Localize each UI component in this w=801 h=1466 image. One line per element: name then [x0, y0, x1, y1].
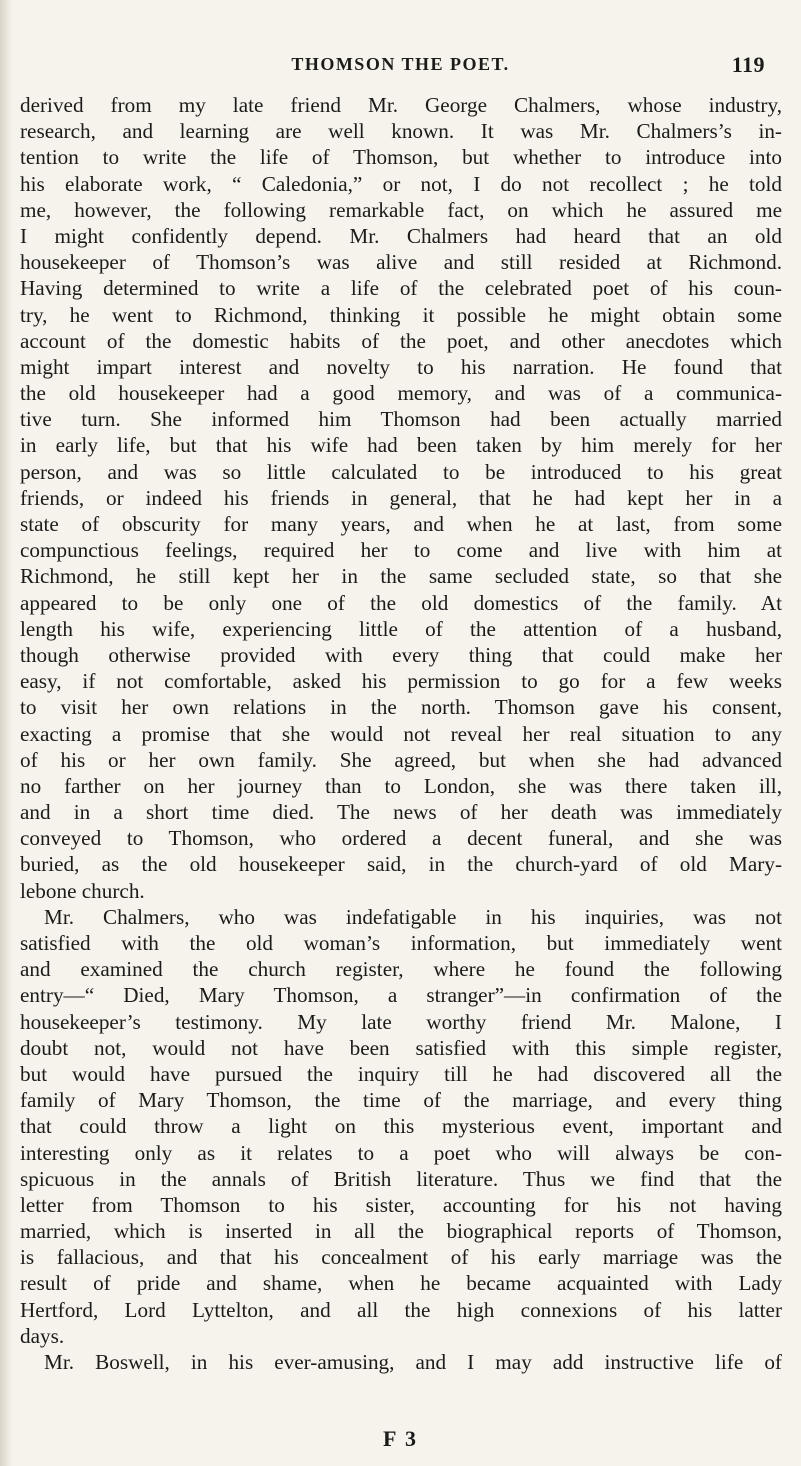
text-line: easy, if not comfortable, asked his permission to go for a few weeks	[20, 669, 782, 694]
text-line: Having determined to write a life of the celebrated poet of his coun-	[20, 276, 782, 301]
text-line: person, and was so little calculated to be introduced to his great	[20, 459, 782, 484]
text-line: Hertford, Lord Lyttelton, and all the high connexions of his latter	[20, 1297, 782, 1322]
text-line: appeared to be only one of the old domestics of the family. At	[20, 590, 782, 615]
text-line: conveyed to Thomson, who ordered a decent funeral, and she was	[20, 826, 782, 851]
page-gutter-shadow	[0, 0, 12, 1466]
text-line: but would have pursued the inquiry till he had discovered all the	[20, 1061, 782, 1086]
text-line: family of Mary Thomson, the time of the marriage, and every thing	[20, 1088, 782, 1113]
text-line: though otherwise provided with every thing that could make her	[20, 642, 782, 667]
text-line: letter from Thomson to his sister, accounting for his not having	[20, 1192, 782, 1217]
text-line: length his wife, experiencing little of the attention of a husband,	[20, 616, 782, 641]
text-line: research, and learning are well known. It was Mr. Chalmers’s in-	[20, 119, 782, 144]
text-line: buried, as the old housekeeper said, in the church-yard of old Mary-	[20, 852, 782, 877]
running-head: THOMSON THE POET.	[291, 54, 510, 74]
printer-signature-mark: F 3	[382, 1426, 419, 1451]
text-line: housekeeper’s testimony. My late worthy friend Mr. Malone, I	[20, 1009, 782, 1034]
body-text	[20, 92, 782, 1375]
page-number: 119	[731, 52, 765, 77]
text-line: that could throw a light on this mysterious event, important and	[20, 1114, 782, 1139]
text-line: entry—“ Died, Mary Thomson, a stranger”—in confirmation of the	[20, 983, 782, 1008]
text-line: satisfied with the old woman’s information, but immediately went	[20, 931, 782, 955]
text-line-paragraph-start: Mr. Chalmers, who was indefatigable in his inquiries, was not	[44, 904, 782, 929]
text-line: interesting only as it relates to a poet who will always be con-	[20, 1140, 782, 1165]
text-line: and examined the church register, where he found the following	[20, 957, 782, 982]
text-line: tention to write the life of Thomson, but whether to introduce into	[20, 145, 782, 170]
text-line-paragraph-end: lebone church.	[20, 878, 145, 903]
text-line: doubt not, would not have been satisfied with this simple register,	[20, 1035, 782, 1060]
text-line: might impart interest and novelty to his narration. He found that	[20, 354, 782, 379]
text-line: in early life, but that his wife had been taken by him merely for her	[20, 433, 782, 458]
text-line: try, he went to Richmond, thinking it possible he might obtain some	[20, 302, 782, 327]
text-line: exacting a promise that she would not reveal her real situation to any	[20, 721, 782, 746]
text-line: me, however, the following remarkable fact, on which he assured me	[20, 197, 782, 222]
text-line: married, which is inserted in all the biographical reports of Thomson,	[20, 1219, 782, 1244]
text-line: housekeeper of Thomson’s was alive and still resided at Richmond.	[20, 250, 782, 275]
text-line: Richmond, he still kept her in the same secluded state, so that she	[20, 564, 782, 589]
text-line: and in a short time died. The news of her death was immediately	[20, 800, 782, 825]
text-line-paragraph-start: Mr. Boswell, in his ever-amusing, and I may add instructive life of	[44, 1350, 782, 1374]
text-line: friends, or indeed his friends in general, that he had kept her in a	[20, 485, 782, 510]
text-line: of his or her own family. She agreed, but when she had advanced	[20, 747, 782, 772]
text-line-paragraph-end: days.	[20, 1323, 65, 1348]
text-line: I might confidently depend. Mr. Chalmers had heard that an old	[20, 223, 782, 248]
text-line: the old housekeeper had a good memory, and was of a communica-	[20, 381, 782, 406]
text-line: spicuous in the annals of British literature. Thus we find that the	[20, 1166, 782, 1191]
text-line: tive turn. She informed him Thomson had been actually married	[20, 407, 782, 432]
text-line: compunctious feelings, required her to come and live with him at	[20, 538, 782, 563]
page-header	[0, 54, 801, 84]
text-line: no farther on her journey than to London, she was there taken ill,	[20, 773, 782, 798]
text-line: account of the domestic habits of the poet, and other anecdotes which	[20, 328, 782, 353]
text-line: derived from my late friend Mr. George Chalmers, whose industry,	[20, 93, 782, 117]
text-line: result of pride and shame, when he became acquainted with Lady	[20, 1271, 782, 1296]
text-line: is fallacious, and that his concealment of his early marriage was the	[20, 1245, 782, 1270]
text-line: to visit her own relations in the north. Thomson gave his consent,	[20, 695, 782, 720]
text-line: his elaborate work, “ Caledonia,” or not, I do not recollect ; he told	[20, 171, 782, 196]
text-line: state of obscurity for many years, and when he at last, from some	[20, 512, 782, 536]
